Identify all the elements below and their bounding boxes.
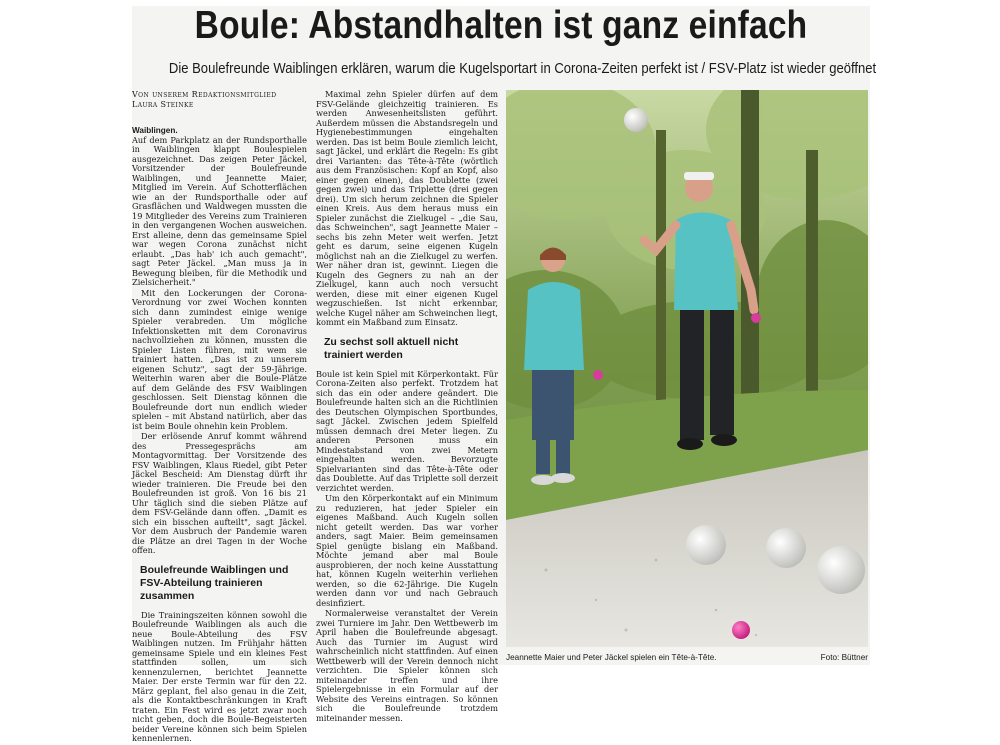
- photo-credit: Foto: Büttner: [820, 653, 868, 662]
- photo-illustration: [506, 90, 868, 647]
- target-ball-cochonnet: [732, 621, 750, 639]
- paragraph: Um den Körperkontakt auf ein Minimum zu reduzieren, hat jeder Spieler ein eigenes Maßband. Auch Kugeln sollen nicht geteilt werden. Das war vorher anders, sagt Maier. Beim gemeinsamen Spiel genügte bislang ein Maßband. Möchte jemand aber mal Boule ausprobieren, der noch keine Ausstattung hat, können Kugeln weiterhin verliehen werden, so die 62-Jährige. Die Kugeln werden dann vor und nach Gebrauch desinfiziert.: [316, 493, 498, 608]
- paragraph: Mit den Lockerungen der Corona-Verordnung vor zwei Wochen konnten sich dann zumindest einige wenige Spieler verabreden. Um mögliche Infektionsketten mit dem Coronavirus nachvollziehen zu können, mussten die Spieler Listen führen, mit wem sie trainiert hatten. „Das ist zu unserem eigenen Schutz", sagt der 59-Jährige. Weiterhin waren aber die Boule-Plätze auf dem Gelände des FSV Waiblingen geschlossen. Seit Dienstag können die Boulefreunde dort nun endlich wieder spielen – mit Abstand natürlich, aber das ist beim Boule ohnehin kein Problem.: [132, 287, 307, 431]
- byline-label: Von unserem Redaktionsmitglied: [132, 90, 277, 99]
- boule-ball: [817, 546, 865, 594]
- article-photo: [506, 90, 868, 647]
- paragraph: Auf dem Parkplatz an der Rundsporthalle in Waiblingen klappt Boulespielen ausgezeichnet. Das zeigen Peter Jäckel, Vorsitzender der Boulefreunde Waiblingen, und Jeannette Maier, Mitglied im Verein. Auf Schotterflächen wie an der Rundsporthalle oder auf Grasflächen und Waldwegen mussten die 19 Mitglieder des Vereins zum Trainieren in den vergangenen Wochen ausweichen. Erst alleine, denn das gemeinsame Spiel war wegen Corona zunächst nicht erlaubt. „Das hab' ich auch gemacht", sagt Peter Jäckel. „Man muss ja in Bewegung bleiben, für die Methodik und Zielsicherheit.": [132, 134, 307, 287]
- headline: Boule: Abstandhalten ist ganz einfach: [194, 4, 808, 47]
- dateline: Waiblingen.: [132, 126, 178, 135]
- boule-ball: [686, 525, 726, 565]
- boule-ball-airborne: [624, 108, 648, 132]
- paragraph: Maximal zehn Spieler dürfen auf dem FSV-Gelände gleichzeitig trainieren. Es werden Anwesenheitslisten geführt. Außerdem müssen die Abstandsregeln und Hygienebestimmungen eingehalten werden. Das ist beim Boule ziemlich leicht, sagt Jäckel, und erklärt die Regeln: Es gibt drei Varianten: das Tête-à-Tête (wörtlich aus dem Französischen: Kopf an Kopf, also einer gegen einen), das Doublette (zwei gegen zwei) und das Triplette (drei gegen drei). Um sich herum zeichnen die Spieler einen Kreis. Aus dem heraus muss ein Spieler zunächst die Zielkugel – „die Sau, das Schweinchen", sagt Jeannette Maier – sechs bis zehn Meter weit werfen. Jetzt geht es darum, seine eigenen Kugeln möglichst nah an die Zielkugel zu werfen. Wer näher dran ist, gewinnt. Liegen die Kugeln des Gegners zu nah an der Zielkugel, kann auch noch versucht werden, diese mit einer eigenen Kugel wegzuschießen. Ist nicht erkennbar, welche Kugel näher am Schweinchen liegt, kommt ein Maßband zum Einsatz.: [316, 89, 498, 327]
- section-subhead: Zu sechst soll aktuell nicht trainiert werden: [324, 335, 459, 361]
- paragraph: Boule ist kein Spiel mit Körperkontakt. Für Corona-Zeiten also perfekt. Trotzdem hat sich das ein oder andere geändert. Die Boulefreunde halten sich an die Richtlinien des Deutschen Olympischen Sportbundes, sagt Jäckel. Zwischen jedem Spielfeld müssen demnach drei Meter liegen. Zu anderen Personen muss ein Mindestabstand von zwei Metern eingehalten werden. Bevorzugte Spielvarianten sind das Tête-à-Tête oder das Doublette. Auf das Triplette soll derzeit verzichtet werden.: [316, 368, 498, 493]
- boule-ball: [766, 528, 806, 568]
- byline-author: Laura Steinke: [132, 100, 194, 109]
- article-column-1: [132, 126, 307, 745]
- paragraph: Die Trainingszeiten können sowohl die Boulefreunde Waiblingen als auch die neue Boule-Abteilung des FSV Waiblingen nutzen. Im Frühjahr hätten gemeinsame Spiele und ein kleines Fest stattfinden sollen, um sich kennenzulernen, berichtet Jeannette Maier. Der erste Termin war für den 22. März geplant, fiel also genau in die Zeit, als die Kontaktbeschränkungen in Kraft traten. Ein Fest wird es jetzt zwar noch nicht geben, doch die Boule-Begeisterten beider Vereine können sich beim Spielen kennenlernen.: [132, 609, 307, 743]
- photo-caption: Jeannette Maier und Peter Jäckel spielen ein Tête-à-Tête.: [506, 653, 717, 662]
- article-column-2: [316, 90, 498, 724]
- byline: [132, 90, 312, 110]
- paragraph: Der erlösende Anruf kommt während des Pressegesprächs am Montagvormittag. Der Vorsitzende des FSV Waiblingen, Klaus Riedel, gibt Peter Jäckel Bescheid: Am Dienstag dürft ihr wieder trainieren. Die Freude bei den Boulefreunden ist groß. Von 16 bis 21 Uhr täglich sind die sieben Plätze auf dem FSV-Gelände dann offen. „Damit es sich ein bisschen aufteilt", sagt Jäckel. Vor dem Ausbruch der Pandemie waren die Plätze an drei Tagen in der Woche offen.: [132, 431, 307, 555]
- paragraph: Normalerweise veranstaltet der Verein zwei Turniere im Jahr. Den Wettbewerb im April haben die Boulefreunde abgesagt. Auch das Turnier im August wird wahrscheinlich nicht stattfinden. Auf einen Wettbewerb will der Verein dennoch nicht verzichten. Die Spieler können sich miteinander treffen und ihre Spielergebnisse in ein Formular auf der Website des Vereins eintragen. So können sich die Boulefreunde trotzdem miteinander messen.: [316, 608, 498, 723]
- subheadline: Die Boulefreunde Waiblingen erklären, warum die Kugelsportart in Corona-Zeiten perfekt ist / FSV-Platz ist wieder geöffnet: [168, 61, 877, 77]
- section-subhead: Boulefreunde Waiblingen und FSV-Abteilung trainieren zusammen: [140, 563, 289, 602]
